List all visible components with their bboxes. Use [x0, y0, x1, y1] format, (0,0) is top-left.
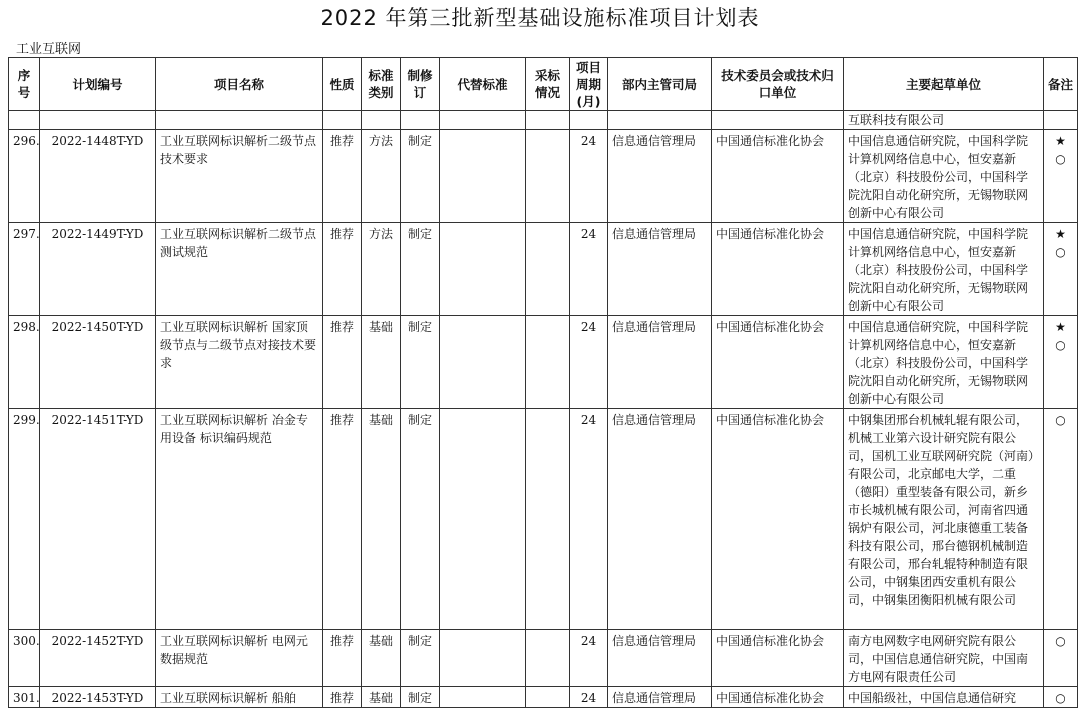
plan-number-cell: 2022-1450T-YD — [40, 316, 156, 409]
header-category: 标准类别 — [362, 58, 401, 111]
adopt-cell — [526, 409, 570, 630]
category-cell: 方法 — [362, 130, 401, 223]
tc-cell: 中国通信标准化协会 — [712, 687, 844, 708]
note-cell — [1044, 130, 1078, 223]
replace-cell — [440, 223, 526, 316]
circle-icon: ○ — [1055, 691, 1066, 705]
adopt-cell — [526, 223, 570, 316]
nature-cell: 推荐 — [323, 409, 362, 630]
adopt-cell — [526, 630, 570, 687]
drafter-cell: 中国信息通信研究院，中国科学院计算机网络信息中心，恒安嘉新（北京）科技股份公司，中国科学院沈阳自动化研究所，无锡物联网创新中心有限公司 — [844, 316, 1044, 409]
section-label: 工业互联网 — [16, 42, 82, 57]
dept-cell: 信息通信管理局 — [608, 130, 712, 223]
dept-cell: 信息通信管理局 — [608, 316, 712, 409]
adopt-cell — [526, 687, 570, 708]
period-cell: 24 — [570, 130, 608, 223]
header-adopt: 采标情况 — [526, 58, 570, 111]
nature-cell: 推荐 — [323, 223, 362, 316]
revise-cell: 制定 — [401, 687, 440, 708]
dept-cell: 信息通信管理局 — [608, 687, 712, 708]
star-icon: ★ — [1055, 320, 1066, 334]
replace-cell — [440, 316, 526, 409]
seq-cell: 300. — [9, 630, 40, 687]
table-row — [9, 316, 1078, 409]
dept-cell: 信息通信管理局 — [608, 630, 712, 687]
circle-icon: ○ — [1055, 338, 1066, 352]
plan-number-cell: 2022-1448T-YD — [40, 130, 156, 223]
replace-cell — [440, 130, 526, 223]
drafter-cell: 中国船级社，中国信息通信研究 — [844, 687, 1044, 708]
drafter-cell: 中国信息通信研究院，中国科学院计算机网络信息中心，恒安嘉新（北京）科技股份公司，中国科学院沈阳自动化研究所，无锡物联网创新中心有限公司 — [844, 223, 1044, 316]
revise-cell: 制定 — [401, 630, 440, 687]
standards-table — [8, 57, 1078, 708]
circle-icon: ○ — [1055, 413, 1066, 427]
header-nature: 性质 — [323, 58, 362, 111]
seq-cell: 298. — [9, 316, 40, 409]
revise-cell: 制定 — [401, 316, 440, 409]
drafter-cell: 中钢集团邢台机械轧辊有限公司，机械工业第六设计研究院有限公司，国机工业互联网研究院（河南）有限公司，北京邮电大学，二重（德阳）重型装备有限公司，新乡市长城机械有限公司，河南省四通锅炉有限公司，河北康德重工装备科技有限公司，邢台德钢机械制造有限公司，邢台轧辊特种制造有限公司，中钢集团西安重机有限公司，中钢集团衡阳机械有限公司 — [844, 409, 1044, 630]
replace-cell — [440, 687, 526, 708]
circle-icon: ○ — [1055, 152, 1066, 166]
seq-cell: 297. — [9, 223, 40, 316]
header-drafter: 主要起草单位 — [844, 58, 1044, 111]
circle-icon: ○ — [1055, 634, 1066, 648]
table-row-continued — [9, 111, 1078, 130]
drafter-cell: 中国信息通信研究院，中国科学院计算机网络信息中心，恒安嘉新（北京）科技股份公司，中国科学院沈阳自动化研究所，无锡物联网创新中心有限公司 — [844, 130, 1044, 223]
header-plan-number: 计划编号 — [40, 58, 156, 111]
tc-cell: 中国通信标准化协会 — [712, 223, 844, 316]
table-row — [9, 223, 1078, 316]
page-title: 2022 年第三批新型基础设施标准项目计划表 — [320, 6, 760, 30]
project-name-cell: 工业互联网标识解析 船舶 — [156, 687, 323, 708]
revise-cell: 制定 — [401, 223, 440, 316]
tc-cell: 中国通信标准化协会 — [712, 130, 844, 223]
tc-cell: 中国通信标准化协会 — [712, 409, 844, 630]
table-row — [9, 687, 1078, 708]
plan-number-cell: 2022-1449T-YD — [40, 223, 156, 316]
plan-number-cell: 2022-1452T-YD — [40, 630, 156, 687]
header-seq: 序号 — [9, 58, 40, 111]
replace-cell — [440, 409, 526, 630]
period-cell: 24 — [570, 316, 608, 409]
adopt-cell — [526, 316, 570, 409]
dept-cell: 信息通信管理局 — [608, 223, 712, 316]
category-cell: 基础 — [362, 687, 401, 708]
table-row — [9, 130, 1078, 223]
project-name-cell: 工业互联网标识解析二级节点技术要求 — [156, 130, 323, 223]
note-cell — [1044, 630, 1078, 687]
revise-cell: 制定 — [401, 130, 440, 223]
table-row — [9, 630, 1078, 687]
seq-cell: 299. — [9, 409, 40, 630]
header-dept: 部内主管司局 — [608, 58, 712, 111]
replace-cell — [440, 630, 526, 687]
note-cell — [1044, 316, 1078, 409]
header-revise: 制修订 — [401, 58, 440, 111]
note-cell — [1044, 409, 1078, 630]
star-icon: ★ — [1055, 134, 1066, 148]
star-icon: ★ — [1055, 227, 1066, 241]
period-cell: 24 — [570, 630, 608, 687]
revise-cell: 制定 — [401, 409, 440, 630]
table-row — [9, 409, 1078, 630]
drafter-cell: 互联科技有限公司 — [844, 111, 1044, 130]
circle-icon: ○ — [1055, 245, 1066, 259]
seq-cell: 301. — [9, 687, 40, 708]
category-cell: 基础 — [362, 316, 401, 409]
seq-cell: 296. — [9, 130, 40, 223]
header-tc: 技术委员会或技术归口单位 — [712, 58, 844, 111]
header-period: 项目周期(月) — [570, 58, 608, 111]
plan-number-cell: 2022-1451T-YD — [40, 409, 156, 630]
header-note: 备注 — [1044, 58, 1078, 111]
note-cell — [1044, 687, 1078, 708]
category-cell: 基础 — [362, 409, 401, 630]
project-name-cell: 工业互联网标识解析 冶金专用设备 标识编码规范 — [156, 409, 323, 630]
nature-cell: 推荐 — [323, 687, 362, 708]
tc-cell: 中国通信标准化协会 — [712, 316, 844, 409]
nature-cell: 推荐 — [323, 316, 362, 409]
header-replace: 代替标准 — [440, 58, 526, 111]
table-header-row — [9, 58, 1078, 111]
nature-cell: 推荐 — [323, 130, 362, 223]
category-cell: 方法 — [362, 223, 401, 316]
project-name-cell: 工业互联网标识解析 国家顶级节点与二级节点对接技术要求 — [156, 316, 323, 409]
drafter-cell: 南方电网数字电网研究院有限公司，中国信息通信研究院，中国南方电网有限责任公司 — [844, 630, 1044, 687]
dept-cell: 信息通信管理局 — [608, 409, 712, 630]
header-project-name: 项目名称 — [156, 58, 323, 111]
project-name-cell: 工业互联网标识解析二级节点测试规范 — [156, 223, 323, 316]
nature-cell: 推荐 — [323, 630, 362, 687]
period-cell: 24 — [570, 409, 608, 630]
project-name-cell: 工业互联网标识解析 电网元数据规范 — [156, 630, 323, 687]
adopt-cell — [526, 130, 570, 223]
category-cell: 基础 — [362, 630, 401, 687]
tc-cell: 中国通信标准化协会 — [712, 630, 844, 687]
period-cell: 24 — [570, 223, 608, 316]
period-cell: 24 — [570, 687, 608, 708]
plan-number-cell: 2022-1453T-YD — [40, 687, 156, 708]
note-cell — [1044, 223, 1078, 316]
